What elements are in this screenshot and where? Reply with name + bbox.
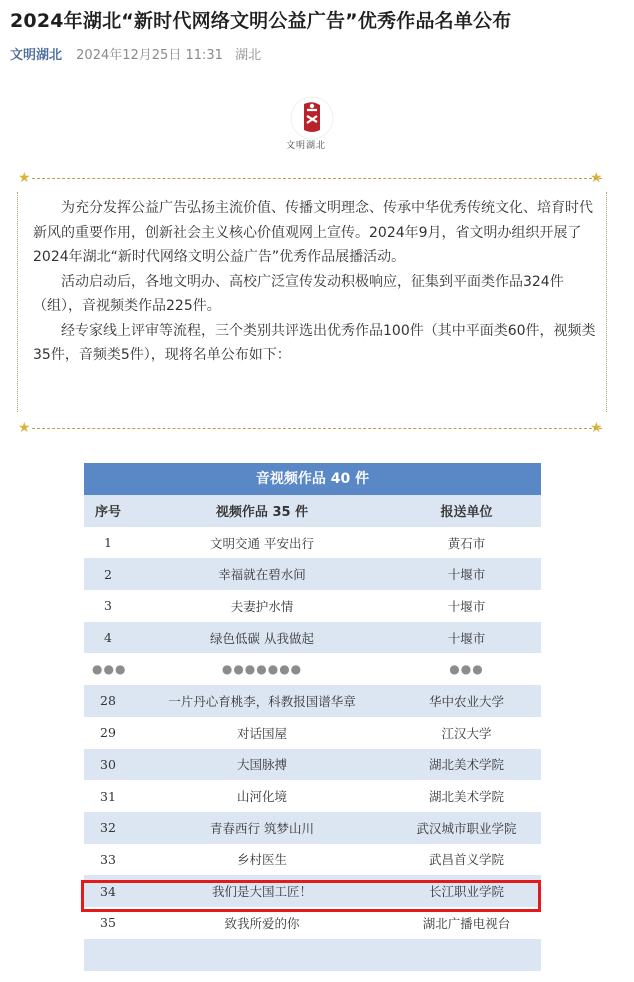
ellipsis-dots: ●●●: [449, 662, 484, 677]
frame-side-left: [17, 192, 18, 412]
table-header-row: [84, 495, 541, 527]
row-work: 对话国屋: [236, 725, 287, 741]
row-unit: 武汉城市职业学院: [416, 820, 517, 836]
table-row: [84, 717, 541, 749]
row-work: 我们是大国工匠！: [211, 884, 312, 900]
row-work: 绿色低碳 从我做起: [210, 630, 314, 646]
article-title: 2024年湖北“新时代网络文明公益广告”优秀作品名单公布: [10, 10, 512, 32]
row-no: 34: [100, 883, 116, 899]
star-icon: ★: [18, 420, 31, 436]
row-unit: 十堰市: [447, 567, 486, 583]
row-unit: 黄石市: [447, 535, 486, 551]
logo-banner: [112, 88, 510, 168]
row-unit: 十堰市: [447, 630, 486, 646]
row-unit: 武昌首义学院: [428, 852, 504, 868]
frame-divider-top: [32, 178, 602, 179]
header-no: 序号: [94, 505, 121, 521]
table-title: 音视频作品 40 件: [84, 463, 541, 495]
row-unit: 湖北美术学院: [428, 757, 504, 773]
table-row: [84, 844, 541, 876]
star-icon: ★: [590, 170, 603, 186]
row-work: 山河化境: [236, 789, 287, 805]
row-no: 30: [100, 756, 116, 772]
table-row: [84, 685, 541, 717]
row-no: 1: [104, 535, 112, 551]
row-no: 32: [100, 820, 116, 836]
region-label: 湖北: [235, 48, 262, 63]
row-no: 2: [104, 566, 112, 582]
row-no: 35: [100, 915, 116, 931]
row-unit: 江汉大学: [441, 725, 492, 741]
article-meta: [10, 44, 269, 63]
intro-paragraph: 经专家线上评审等流程，三个类别共评选出优秀作品100件（其中平面类60件，视频类35件，音频类5件），现将名单公布如下：: [33, 322, 596, 363]
ellipsis-dots: ●●●●●●●: [221, 662, 303, 677]
publish-date: 2024年12月25日 11:31: [76, 48, 223, 63]
star-icon: ★: [18, 170, 31, 186]
header-work: 视频作品 35 件: [215, 505, 309, 521]
table-row: [84, 622, 541, 654]
table-row-empty: [84, 939, 541, 971]
row-work: 青春西行 筑梦山川: [210, 820, 314, 836]
star-icon: ★: [590, 420, 603, 436]
row-work: 夫妻护水情: [230, 598, 294, 614]
table-row: [84, 812, 541, 844]
row-unit: 长江职业学院: [428, 884, 504, 900]
intro-paragraph: 为充分发挥公益广告弘扬主流价值、传播文明理念、传承中华优秀传统文化、培育时代新风的重要作用，创新社会主义核心价值观网上宣传。2024年9月，省文明办组织开展了2024年湖北“新时代网络文明公益广告”优秀作品展播活动。: [33, 200, 593, 265]
row-no: 28: [100, 693, 116, 709]
table-row: [84, 527, 541, 559]
intro-paragraph: 活动启动后，各地文明办、高校广泛宣传发动积极响应，征集到平面类作品324件（组），音视频类作品225件。: [33, 273, 564, 314]
table-row: [84, 590, 541, 622]
row-unit: 华中农业大学: [428, 693, 504, 709]
row-no: 4: [104, 630, 112, 646]
table-row: [84, 780, 541, 812]
row-no: 31: [100, 788, 116, 804]
table-row: [84, 558, 541, 590]
source-link[interactable]: 文明湖北: [10, 48, 63, 63]
row-no: 33: [100, 851, 116, 867]
row-unit: 湖北广播电视台: [422, 915, 511, 931]
row-work: 乡村医生: [236, 852, 287, 868]
row-no: 3: [104, 598, 112, 614]
ellipsis-row: [84, 653, 541, 685]
highlight-box: [81, 880, 541, 912]
header-unit: 报送单位: [440, 505, 493, 521]
row-work: 一片丹心育桃李，科教报国谱华章: [168, 693, 356, 709]
ellipsis-dots: ●●●: [92, 662, 127, 677]
row-no: 29: [100, 725, 116, 741]
row-unit: 湖北美术学院: [428, 789, 504, 805]
logo-caption: 文明湖北: [286, 141, 327, 151]
row-work: 文明交通 平安出行: [210, 535, 314, 551]
table-row: [84, 749, 541, 781]
row-work: 致我所爱的你: [224, 915, 300, 931]
frame-side-right: [606, 192, 607, 412]
wenming-logo-icon: [290, 96, 334, 140]
frame-divider-bottom: [32, 428, 602, 429]
intro-text: [33, 196, 603, 368]
row-work: 大国脉搏: [236, 757, 287, 773]
row-unit: 十堰市: [447, 598, 486, 614]
row-work: 幸福就在碧水间: [218, 567, 306, 583]
